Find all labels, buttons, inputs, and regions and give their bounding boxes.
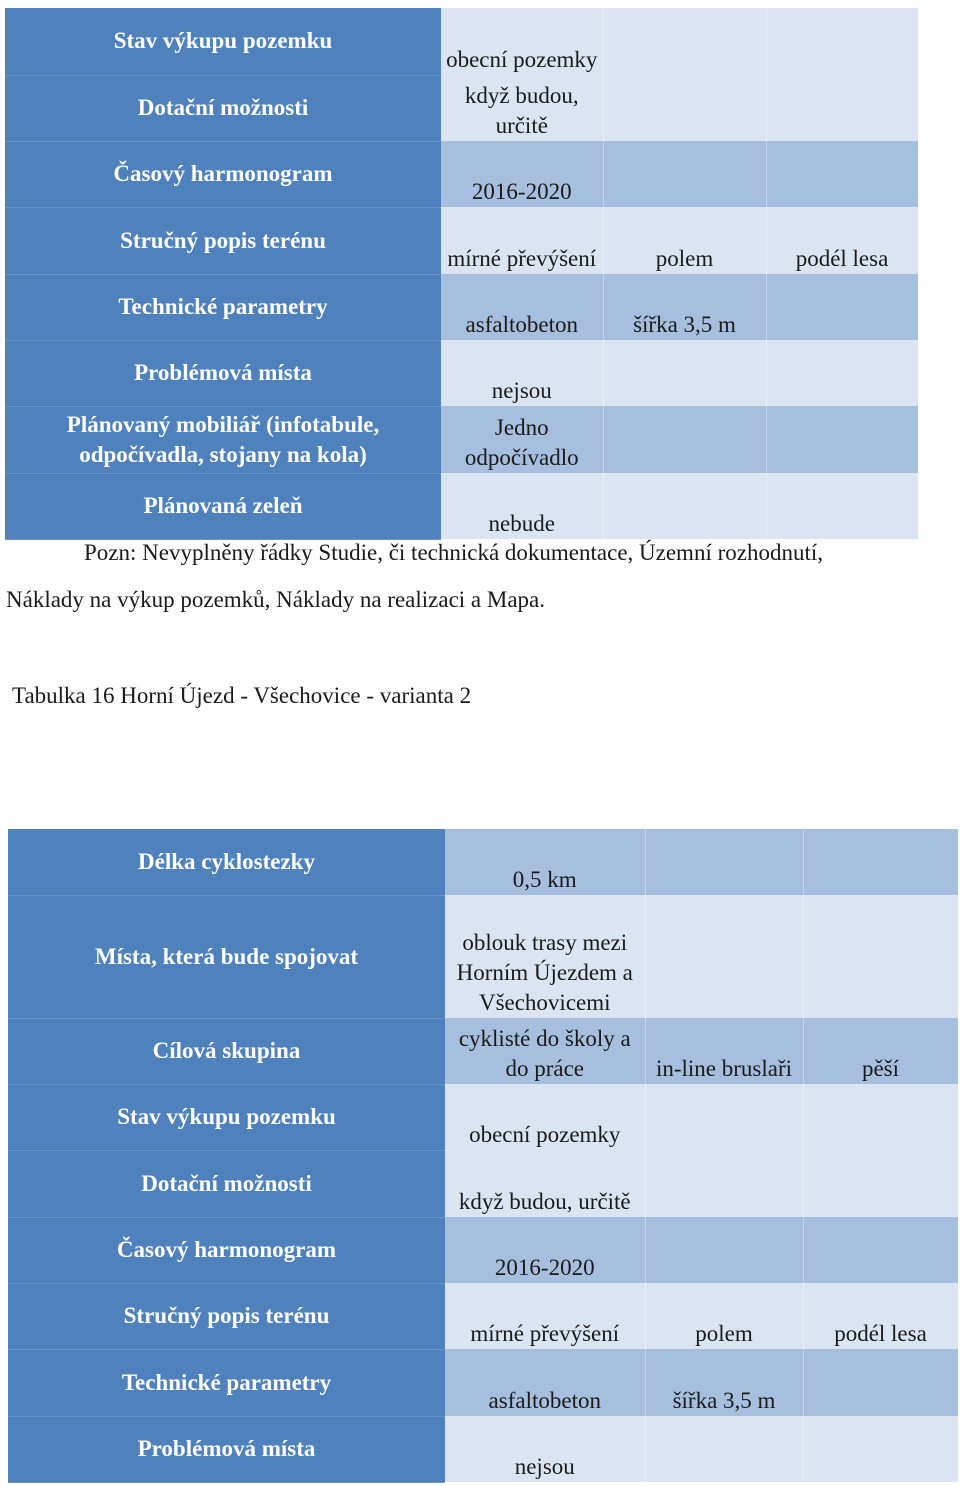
row-label: Problémová místa	[8, 1416, 445, 1482]
table-row	[8, 1217, 958, 1283]
row-label: Plánovaná zeleň	[5, 473, 441, 539]
row-value	[645, 1217, 803, 1283]
table-row	[5, 406, 918, 473]
table-2	[8, 829, 959, 1483]
row-value	[803, 895, 958, 1018]
row-label: Časový harmonogram	[5, 141, 441, 207]
row-label: Stav výkupu pozemku	[5, 8, 441, 75]
row-value	[803, 1084, 958, 1150]
row-value: 0,5 km	[445, 829, 645, 895]
table-row	[8, 1283, 958, 1349]
row-value: nebude	[441, 473, 603, 539]
table-caption: Tabulka 16 Horní Újezd - Všechovice - varianta 2	[12, 683, 472, 708]
row-value: nejsou	[441, 340, 603, 406]
row-value: obecní pozemky	[441, 8, 603, 75]
row-label: Technické parametry	[5, 274, 441, 340]
row-value	[766, 406, 918, 473]
row-value: asfaltobeton	[441, 274, 603, 340]
table-row	[5, 473, 918, 539]
table-row	[5, 274, 918, 340]
row-value: cyklisté do školy a do práce	[445, 1018, 645, 1084]
row-value	[645, 1150, 803, 1217]
row-value: Jedno odpočívadlo	[441, 406, 603, 473]
row-value	[645, 829, 803, 895]
row-value: 2016-2020	[441, 141, 603, 207]
table-row	[8, 1018, 958, 1084]
row-label: Stručný popis terénu	[8, 1283, 445, 1349]
row-value: podél lesa	[803, 1283, 958, 1349]
table-row	[5, 340, 918, 406]
note-line-1: Pozn: Nevyplněny řádky Studie, či technická dokumentace, Územní rozhodnutí,	[84, 540, 823, 565]
table-row	[5, 8, 918, 75]
row-value	[603, 8, 766, 75]
row-value	[803, 829, 958, 895]
row-value: oblouk trasy mezi Horním Újezdem a Všechovicemi	[445, 895, 645, 1018]
row-value	[766, 473, 918, 539]
row-value	[603, 473, 766, 539]
row-value: polem	[603, 207, 766, 274]
row-value	[803, 1217, 958, 1283]
table-row	[5, 75, 918, 141]
row-value	[766, 274, 918, 340]
note-line-2: Náklady na výkup pozemků, Náklady na realizaci a Mapa.	[6, 587, 546, 612]
row-value	[603, 340, 766, 406]
table-row	[8, 829, 958, 895]
row-value: nejsou	[445, 1416, 645, 1482]
row-value	[803, 1150, 958, 1217]
table-1	[5, 8, 919, 540]
row-value: asfaltobeton	[445, 1349, 645, 1416]
row-label: Dotační možnosti	[8, 1150, 445, 1217]
row-value: šířka 3,5 m	[645, 1349, 803, 1416]
row-label: Časový harmonogram	[8, 1217, 445, 1283]
row-value	[766, 75, 918, 141]
row-value: mírné převýšení	[445, 1283, 645, 1349]
row-label: Problémová místa	[5, 340, 441, 406]
row-label: Místa, která bude spojovat	[8, 895, 445, 1018]
row-value	[603, 406, 766, 473]
table-row	[8, 1349, 958, 1416]
row-value: polem	[645, 1283, 803, 1349]
row-value: mírné převýšení	[441, 207, 603, 274]
row-value	[803, 1416, 958, 1482]
row-label: Stručný popis terénu	[5, 207, 441, 274]
row-value: in-line bruslaři	[645, 1018, 803, 1084]
row-label: Technické parametry	[8, 1349, 445, 1416]
row-value	[766, 141, 918, 207]
table-row	[5, 207, 918, 274]
row-value: podél lesa	[766, 207, 918, 274]
table-row	[5, 141, 918, 207]
table-row	[8, 1416, 958, 1482]
row-value	[603, 141, 766, 207]
row-value	[603, 75, 766, 141]
row-value	[645, 895, 803, 1018]
row-label: Cílová skupina	[8, 1018, 445, 1084]
row-value: šířka 3,5 m	[603, 274, 766, 340]
row-value	[766, 340, 918, 406]
row-value: 2016-2020	[445, 1217, 645, 1283]
table-row	[8, 1150, 958, 1217]
row-value: když budou, určitě	[445, 1150, 645, 1217]
row-value: obecní pozemky	[445, 1084, 645, 1150]
row-value	[645, 1416, 803, 1482]
row-value	[645, 1084, 803, 1150]
row-value: pěší	[803, 1018, 958, 1084]
table-row	[8, 1084, 958, 1150]
row-value	[803, 1349, 958, 1416]
row-label: Plánovaný mobiliář (infotabule, odpočívadla, stojany na kola)	[5, 406, 441, 473]
row-value	[766, 8, 918, 75]
table-row	[8, 895, 958, 1018]
row-value: když budou, určitě	[441, 75, 603, 141]
row-label: Stav výkupu pozemku	[8, 1084, 445, 1150]
row-label: Délka cyklostezky	[8, 829, 445, 895]
row-label: Dotační možnosti	[5, 75, 441, 141]
